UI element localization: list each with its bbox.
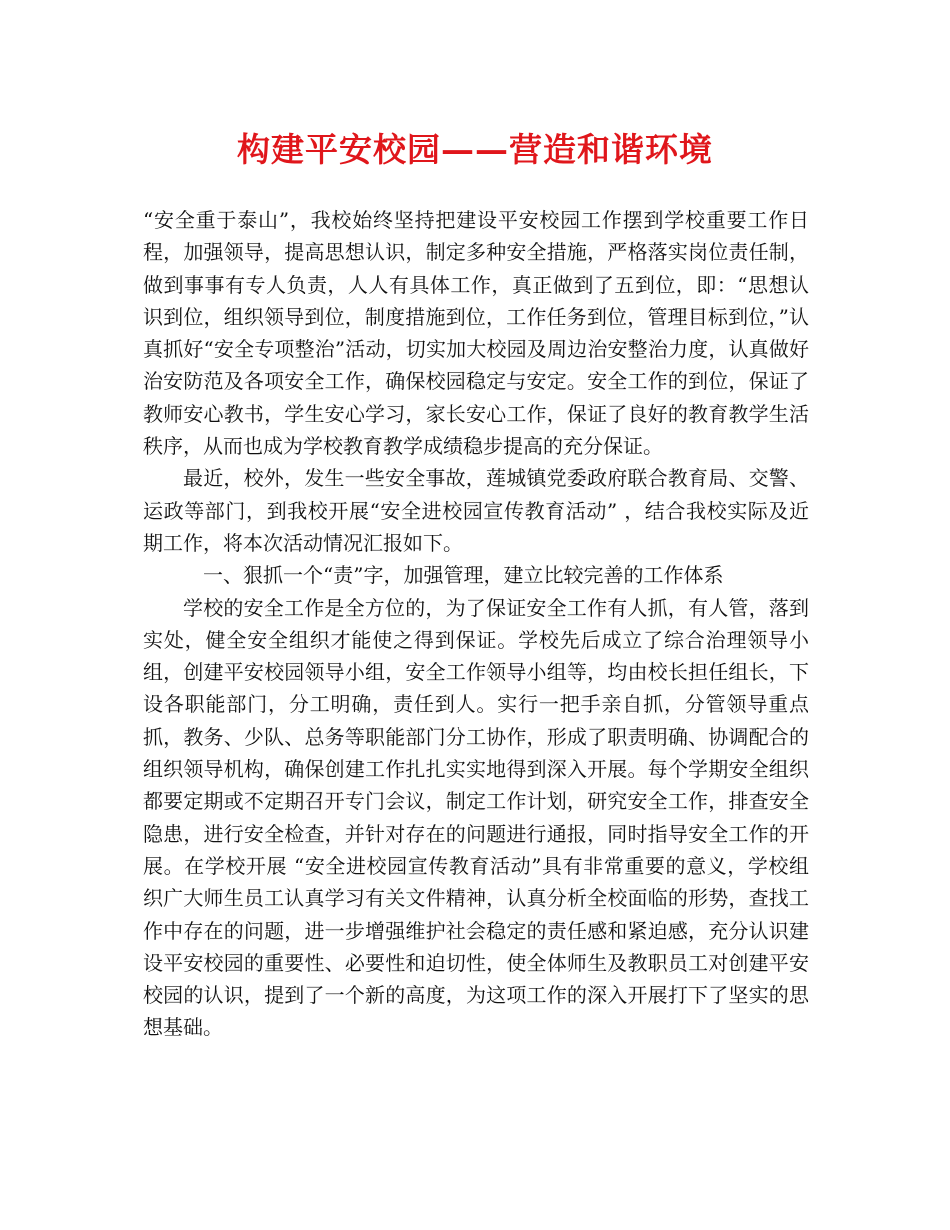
- paragraph-recent-events: 最近，校外，发生一些安全事故，莲城镇党委政府联合教育局、交警、运政等部门，到我校开展“安全进校园宣传教育活动” ，结合我校实际及近期工作，将本次活动情况汇报如下。: [143, 466, 809, 555]
- document-body: [143, 204, 809, 1044]
- document-title: 构建平安校园——营造和谐环境: [237, 130, 713, 169]
- paragraph-intro: “安全重于泰山”，我校始终坚持把建设平安校园工作摆到学校重要工作日程，加强领导，提高思想认识，制定多种安全措施，严格落实岗位责任制，做到事事有专人负责，人人有具体工作，真正做到了五到位，即：“思想认识到位，组织领导到位，制度措施到位，工作任务到位，管理目标到位，”认真抓好“安全专项整治”活动，切实加大校园及周边治安整治力度，认真做好治安防范及各项安全工作，确保校园稳定与安定。安全工作的到位，保证了教师安心教书，学生安心学习，家长安心工作，保证了良好的教育教学生活秩序，从而也成为学校教育教学成绩稳步提高的充分保证。: [143, 208, 809, 459]
- paragraph-organization: 学校的安全工作是全方位的，为了保证安全工作有人抓，有人管，落到实处，健全安全组织才能使之得到保证。学校先后成立了综合治理领导小组，创建平安校园领导小组，安全工作领导小组等，均由校长担任组长，下设各职能部门，分工明确，责任到人。实行一把手亲自抓，分管领导重点抓，教务、少队、总务等职能部门分工协作，形成了职责明确、协调配合的组织领导机构，确保创建工作扎扎实实地得到深入开展。每个学期安全组织都要定期或不定期召开专门会议，制定工作计划，研究安全工作，排查安全隐患，进行安全检查，并针对存在的问题进行通报，同时指导安全工作的开展。在学校开展 “安全进校园宣传教育活动”具有非常重要的意义，学校组织广大师生员工认真学习有关文件精神，认真分析全校面临的形势，查找工作中存在的问题，进一步增强维护社会稳定的责任感和紧迫感，充分认识建设平安校园的重要性、必要性和迫切性，使全体师生及教职员工对创建平安校园的认识，提到了一个新的高度，为这项工作的深入开展打下了坚实的思想基础。: [143, 595, 809, 1040]
- section-heading-responsibility: 一、狠抓一个“责”字，加强管理，建立比较完善的工作体系: [203, 563, 724, 588]
